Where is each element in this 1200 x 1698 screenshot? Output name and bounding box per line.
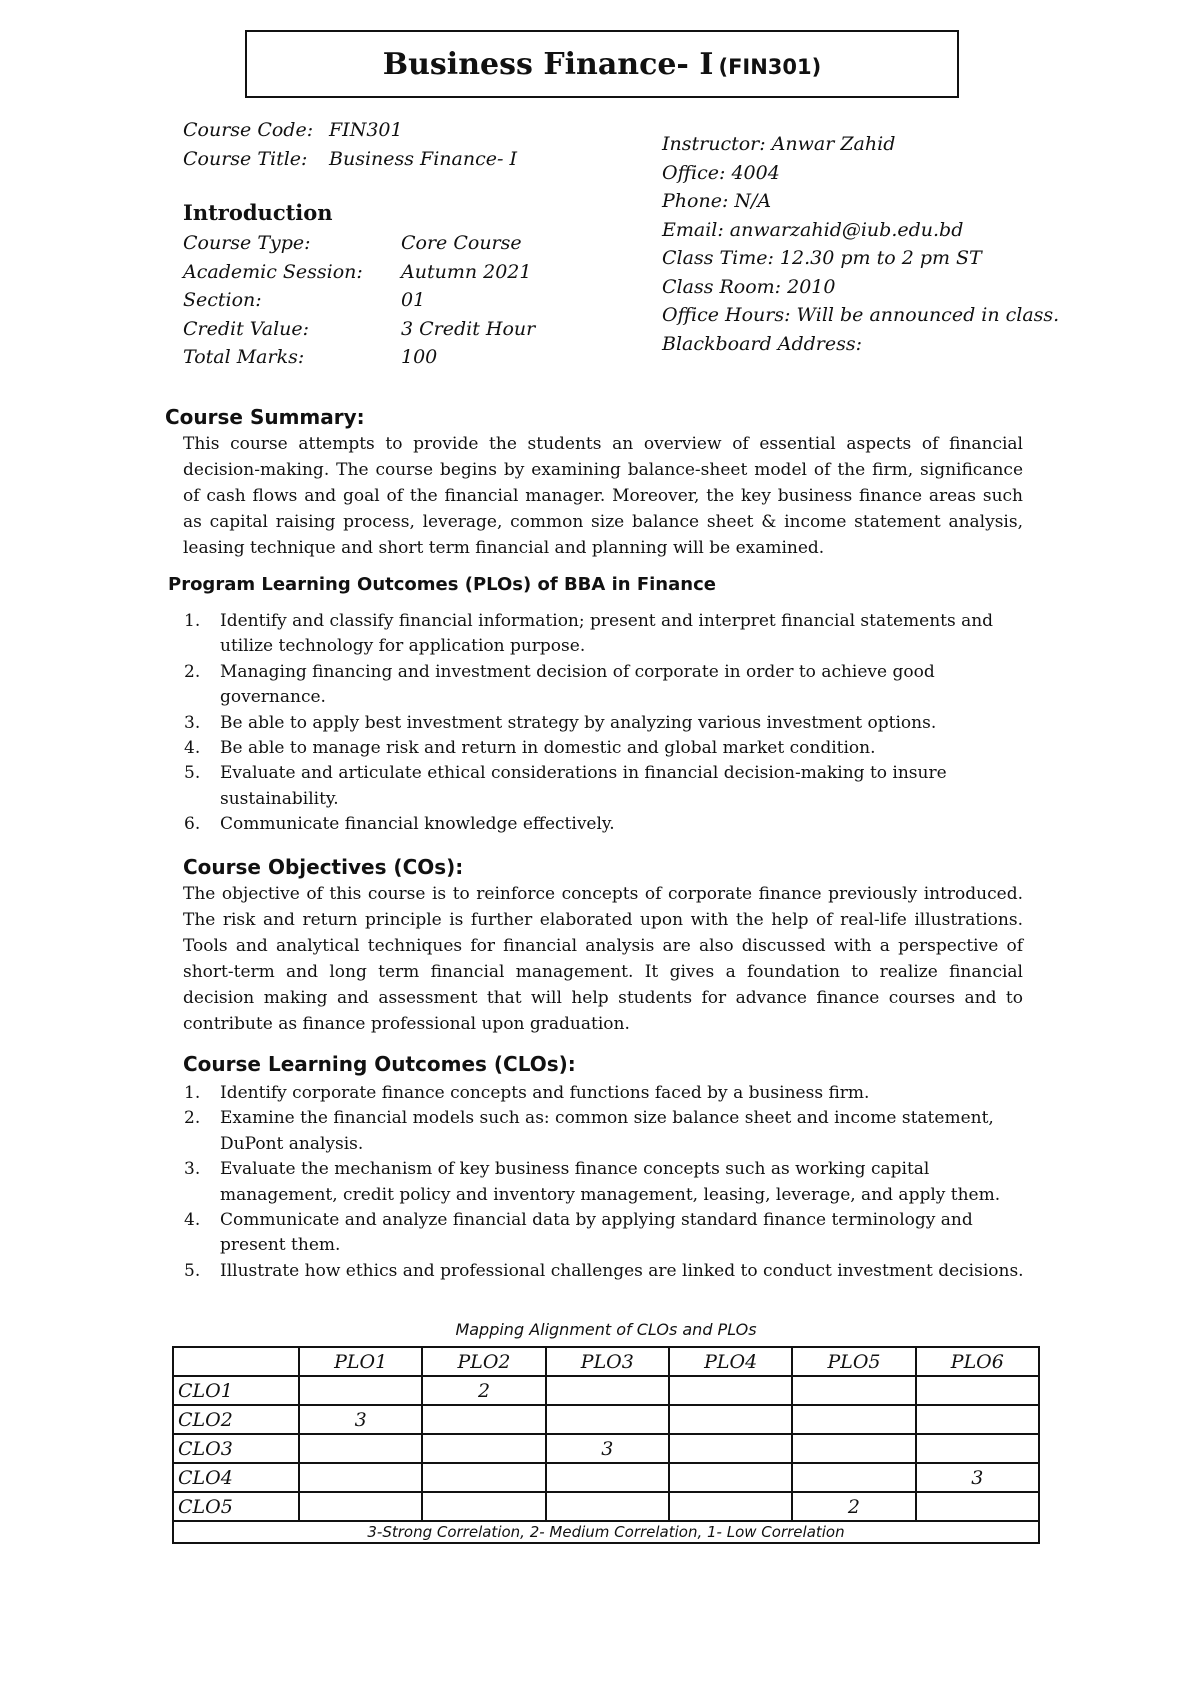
intro-row	[183, 229, 535, 258]
list-item	[184, 609, 1024, 660]
table-cell	[546, 1376, 669, 1405]
list-item	[184, 711, 1024, 736]
table-cell: 2	[792, 1492, 915, 1521]
table-cell	[299, 1463, 422, 1492]
table-cell	[792, 1376, 915, 1405]
title-box	[245, 30, 959, 98]
row-label: CLO1	[173, 1376, 299, 1405]
table-cell	[669, 1376, 792, 1405]
row-label: CLO5	[173, 1492, 299, 1521]
table-row	[173, 1405, 1039, 1434]
item-text: Illustrate how ethics and professional challenges are linked to conduct investment decisions.	[220, 1260, 1024, 1281]
list-item	[184, 1106, 1024, 1157]
class-room: Class Room: 2010	[662, 275, 836, 298]
table-cell	[546, 1492, 669, 1521]
item-number: 1.	[184, 1083, 201, 1103]
intro-label: Total Marks:	[183, 346, 305, 368]
intro-label: Section:	[183, 289, 262, 311]
table-row	[173, 1376, 1039, 1405]
info-label: Course Code:	[183, 119, 314, 141]
table-header-row	[173, 1347, 1039, 1376]
table-cell	[792, 1405, 915, 1434]
item-text: Communicate financial knowledge effectively.	[220, 814, 615, 835]
intro-value: Core Course	[401, 232, 522, 254]
item-number: 6.	[184, 814, 201, 835]
table-cell	[916, 1405, 1039, 1434]
row-label: CLO2	[173, 1405, 299, 1434]
info-value: Business Finance- I	[329, 147, 517, 170]
table-row	[173, 1463, 1039, 1492]
list-item	[184, 1259, 1024, 1284]
table-cell	[669, 1405, 792, 1434]
table-cell	[792, 1434, 915, 1463]
instructor-name: Instructor: Anwar Zahid	[662, 133, 896, 155]
table-cell	[422, 1463, 545, 1492]
header-cell: PLO3	[546, 1347, 669, 1376]
row-label: CLO3	[173, 1434, 299, 1463]
header-cell: PLO5	[792, 1347, 915, 1376]
table-cell	[792, 1463, 915, 1492]
item-number: 4.	[184, 738, 201, 759]
table-cell	[299, 1434, 422, 1463]
table-cell	[422, 1492, 545, 1521]
instructor-info	[662, 130, 1059, 358]
introduction-heading: Introduction	[183, 200, 333, 225]
item-text: Identify corporate finance concepts and functions faced by a business firm.	[220, 1083, 870, 1103]
table-cell: 3	[299, 1405, 422, 1434]
table-cell	[422, 1434, 545, 1463]
course-summary-heading: Course Summary:	[165, 405, 365, 429]
intro-value: 3 Credit Hour	[401, 317, 536, 340]
item-text: Examine the financial models such as: common size balance sheet and income statement, DuPont analysis.	[220, 1108, 994, 1154]
row-label: CLO4	[173, 1463, 299, 1492]
info-label: Course Title:	[183, 147, 308, 170]
table-cell	[916, 1434, 1039, 1463]
plo-heading: Program Learning Outcomes (PLOs) of BBA in Finance	[168, 574, 716, 595]
intro-label: Course Type:	[183, 232, 311, 254]
table-cell	[916, 1376, 1039, 1405]
table-cell	[669, 1463, 792, 1492]
item-number: 5.	[184, 1260, 201, 1281]
table-cell: 2	[422, 1376, 545, 1405]
email: Email: anwarzahid@iub.edu.bd	[662, 218, 964, 241]
intro-value: 100	[401, 346, 438, 368]
item-text: Identify and classify financial information; present and interpret financial statements and utilize technology for application purpose.	[220, 611, 994, 657]
intro-row	[183, 286, 535, 315]
table-cell: 3	[916, 1463, 1039, 1492]
item-text: Evaluate and articulate ethical considerations in financial decision-making to insure sustainability.	[220, 763, 947, 809]
correlation-legend: 3-Strong Correlation, 2- Medium Correlation, 1- Low Correlation	[173, 1521, 1039, 1543]
table-cell: 3	[546, 1434, 669, 1463]
item-number: 2.	[184, 661, 201, 682]
table-cell	[546, 1405, 669, 1434]
course-info-row	[183, 116, 517, 145]
page-title: Business Finance- I	[382, 47, 714, 82]
item-text: Managing financing and investment decision of corporate in order to achieve good governance.	[220, 661, 935, 708]
intro-value: 01	[401, 289, 426, 311]
office-hours: Office Hours: Will be announced in class.	[662, 304, 1060, 326]
list-item	[184, 812, 1024, 837]
table-cell	[299, 1492, 422, 1521]
item-number: 3.	[184, 712, 201, 733]
clo-heading: Course Learning Outcomes (CLOs):	[183, 1052, 576, 1076]
phone: Phone: N/A	[662, 190, 772, 212]
item-number: 1.	[184, 611, 201, 631]
item-number: 4.	[184, 1210, 201, 1231]
mapping-caption: Mapping Alignment of CLOs and PLOs	[455, 1320, 757, 1339]
item-text: Communicate and analyze financial data by applying standard finance terminology and present them.	[220, 1210, 973, 1256]
course-objectives-text: The objective of this course is to reinforce concepts of corporate finance previously introduced. The risk and return principle is further elaborated upon with the help of real-life illustrations. Tools and analytical techniques for financial analysis are also discussed with a perspective of short-term and long term financial management. It gives a foundation to realize financial decision making and assessment that will help students for advance finance courses and to contribute as finance professional upon graduation.	[183, 884, 1023, 1034]
intro-row	[183, 343, 535, 372]
course-summary-text: This course attempts to provide the students an overview of essential aspects of financial decision-making. The course begins by examining balance-sheet model of the firm, significance of cash flows and goal of the financial manager. Moreover, the key business finance areas such as capital raising process, leverage, common size balance sheet & income statement analysis, leasing technique and short term financial and planning will be examined.	[183, 434, 1023, 558]
item-number: 2.	[184, 1108, 201, 1129]
item-text: Evaluate the mechanism of key business finance concepts such as working capital management, credit policy and inventory management, leasing, leverage, and apply them.	[220, 1159, 1001, 1205]
course-info	[183, 116, 517, 173]
course-objectives-heading: Course Objectives (COs):	[183, 855, 464, 879]
item-text: Be able to manage risk and return in domestic and global market condition.	[220, 738, 876, 759]
intro-row	[183, 258, 535, 287]
table-footer-row	[173, 1521, 1039, 1543]
list-item	[184, 1157, 1024, 1208]
table-cell	[669, 1492, 792, 1521]
header-cell	[173, 1347, 299, 1376]
item-number: 3.	[184, 1159, 201, 1180]
intro-value: Autumn 2021	[401, 260, 532, 283]
table-cell	[299, 1376, 422, 1405]
intro-label: Credit Value:	[183, 317, 310, 340]
table-row	[173, 1492, 1039, 1521]
intro-label: Academic Session:	[183, 260, 363, 283]
table-cell	[669, 1434, 792, 1463]
list-item	[184, 761, 1024, 812]
intro-row	[183, 315, 535, 344]
header-cell: PLO2	[422, 1347, 545, 1376]
clo-list	[184, 1081, 1024, 1284]
introduction-list	[183, 229, 535, 372]
plo-list	[184, 609, 1024, 838]
table-cell	[422, 1405, 545, 1434]
item-text: Be able to apply best investment strategy by analyzing various investment options.	[220, 712, 937, 733]
course-code-badge: (FIN301)	[718, 55, 822, 79]
list-item	[184, 660, 1024, 711]
course-info-row	[183, 145, 517, 174]
header-cell: PLO6	[916, 1347, 1039, 1376]
info-value: FIN301	[329, 119, 403, 141]
table-cell	[916, 1492, 1039, 1521]
header-cell: PLO1	[299, 1347, 422, 1376]
list-item	[184, 1081, 1024, 1106]
header-cell: PLO4	[669, 1347, 792, 1376]
blackboard-address: Blackboard Address:	[662, 332, 863, 355]
item-number: 5.	[184, 763, 201, 784]
office: Office: 4004	[662, 161, 780, 184]
class-time: Class Time: 12.30 pm to 2 pm ST	[662, 247, 982, 269]
mapping-table	[172, 1346, 1040, 1544]
table-row	[173, 1434, 1039, 1463]
table-cell	[546, 1463, 669, 1492]
list-item	[184, 1208, 1024, 1259]
list-item	[184, 736, 1024, 761]
